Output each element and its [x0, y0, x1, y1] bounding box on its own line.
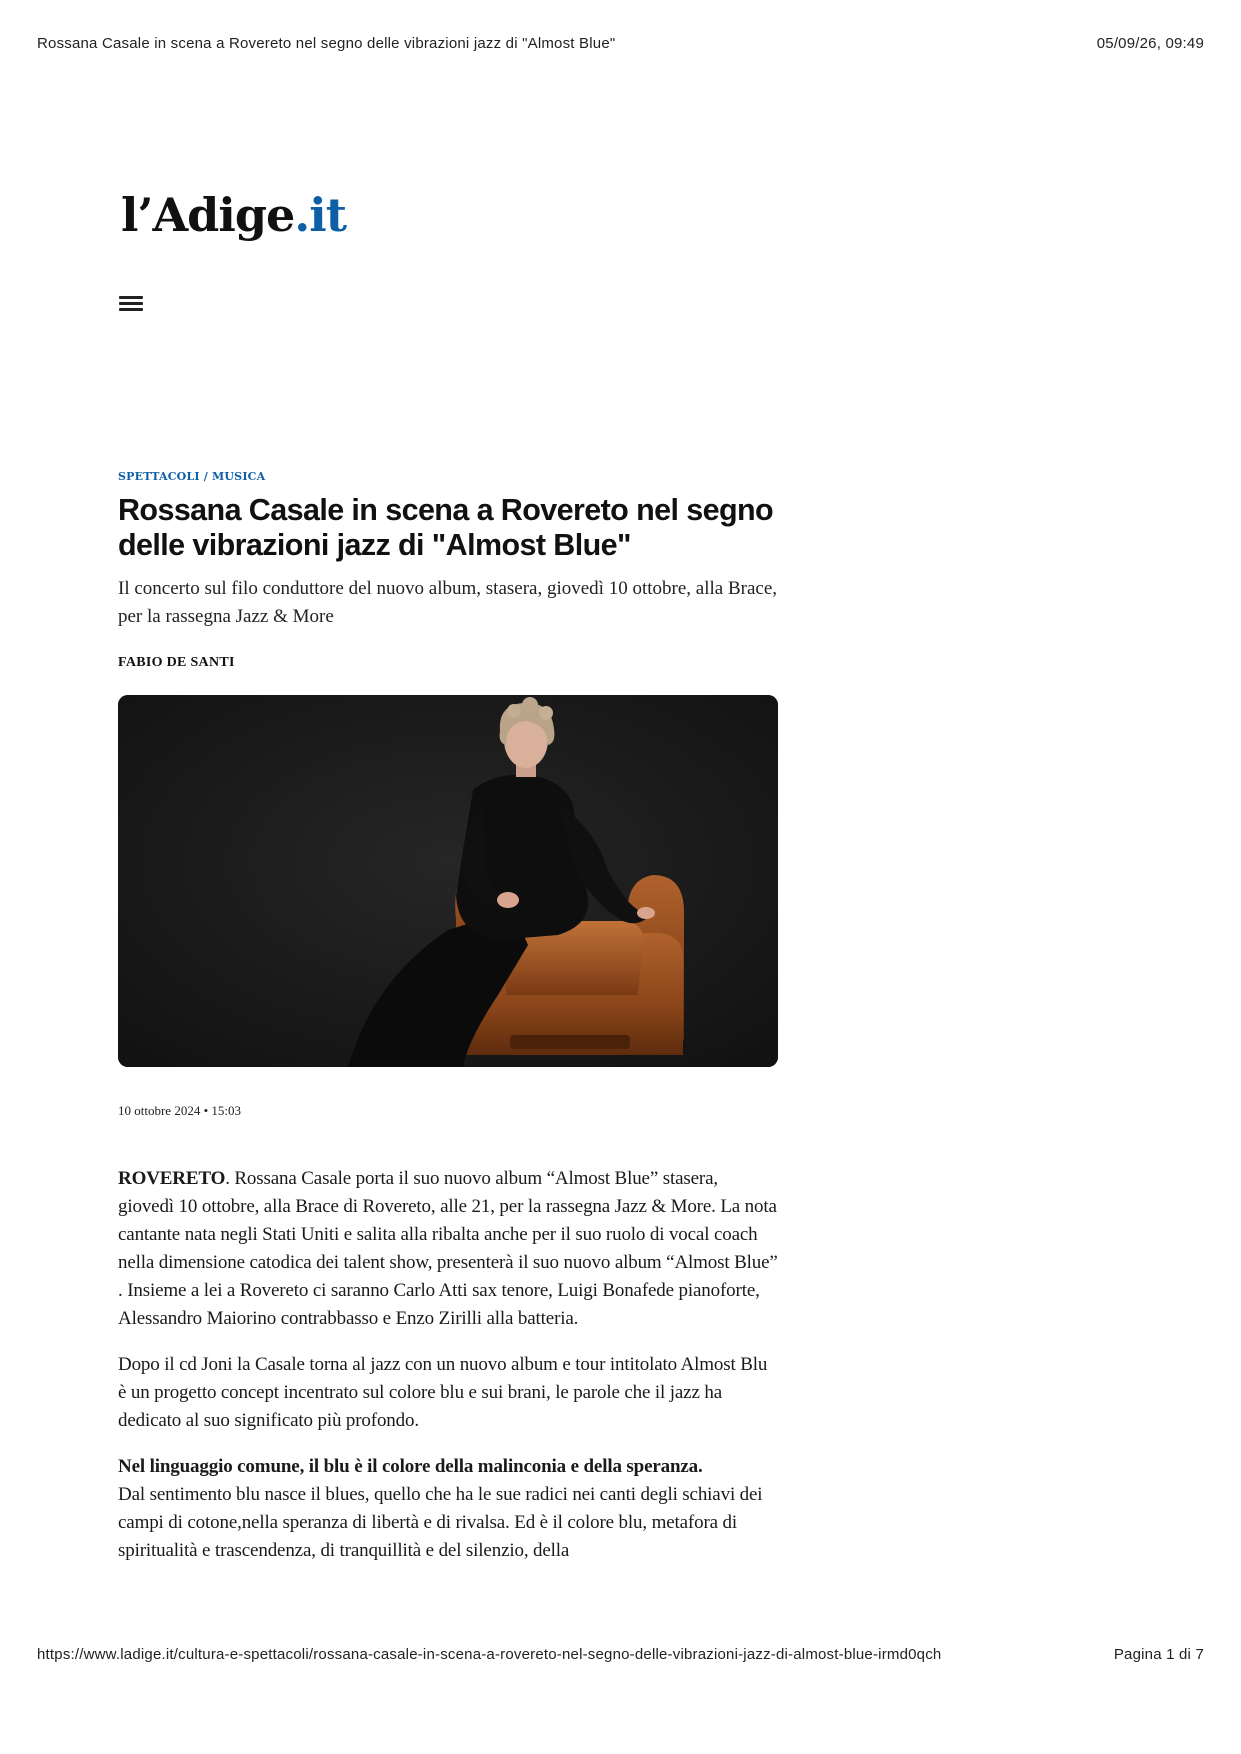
article-photo — [118, 695, 778, 1067]
dateline: ROVERETO — [118, 1168, 226, 1189]
article-subtitle: Il concerto sul filo conduttore del nuovo album, stasera, giovedì 10 ottobre, alla Brace, per la rassegna Jazz & More — [118, 578, 777, 627]
article-body — [118, 1165, 778, 1565]
print-footer — [37, 1646, 1204, 1663]
print-header-datetime: 05/09/26, 09:49 — [1096, 35, 1204, 52]
article-paragraph: Dopo il cd Joni la Casale torna al jazz con un nuovo album e tour intitolato Almost Blu è un progetto concept incentrato sul colore blu e sui brani, le parole che il jazz ha dedicato al suo significato più profondo. — [118, 1354, 768, 1431]
logo-main: l’Adige — [121, 188, 295, 242]
article-paragraph — [118, 1165, 778, 1333]
print-header — [37, 35, 1204, 52]
print-header-title: Rossana Casale in scena a Rovereto nel segno delle vibrazioni jazz di "Almost Blue" — [37, 35, 616, 52]
paragraph-lead: Nel linguaggio comune, il blu è il colore della malinconia e della speranza. — [118, 1456, 703, 1477]
article-paragraph — [118, 1453, 778, 1565]
paragraph-text: . Rossana Casale porta il suo nuovo album “Almost Blue” stasera, giovedì 10 ottobre, alla Brace di Rovereto, alle 21, per la rassegna Jazz & More. La nota cantante nata negli Stati Uniti e salita alla ribalta anche per il suo ruolo di vocal coach nella dimensione catodica dei talent show, presenterà il suo nuovo album “Almost Blue” . Insieme a lei a Rovereto ci saranno Carlo Atti sax tenore, Luigi Bonafede pianoforte, Alessandro Maiorino contrabbasso e Enzo Zirilli alla batteria. — [118, 1168, 778, 1329]
article-timestamp: 10 ottobre 2024 • 15:03 — [118, 1103, 241, 1118]
hamburger-menu-icon[interactable] — [119, 296, 145, 316]
print-footer-url: https://www.ladige.it/cultura-e-spettacoli/rossana-casale-in-scena-a-rovereto-nel-segno-delle-vibrazioni-jazz-di-almost-blue-irmd0qch — [37, 1646, 942, 1663]
paragraph-text: Dal sentimento blu nasce il blues, quello che ha le sue radici nei canti degli schiavi dei campi di cotone,nella speranza di libertà e di rivalsa. Ed è il colore blu, metafora di spiritualità e trascendenza, di tranquillità e del silenzio, della — [118, 1484, 763, 1561]
article-author[interactable]: FABIO DE SANTI — [118, 655, 235, 670]
print-footer-page: Pagina 1 di 7 — [1113, 1646, 1204, 1663]
article-headline: Rossana Casale in scena a Rovereto nel segno delle vibrazioni jazz di "Almost Blue" — [118, 493, 774, 562]
article — [118, 470, 778, 1583]
article-category[interactable]: SPETTACOLI / MUSICA — [118, 470, 266, 483]
site-logo[interactable] — [121, 188, 346, 242]
logo-tld: .it — [294, 188, 346, 242]
